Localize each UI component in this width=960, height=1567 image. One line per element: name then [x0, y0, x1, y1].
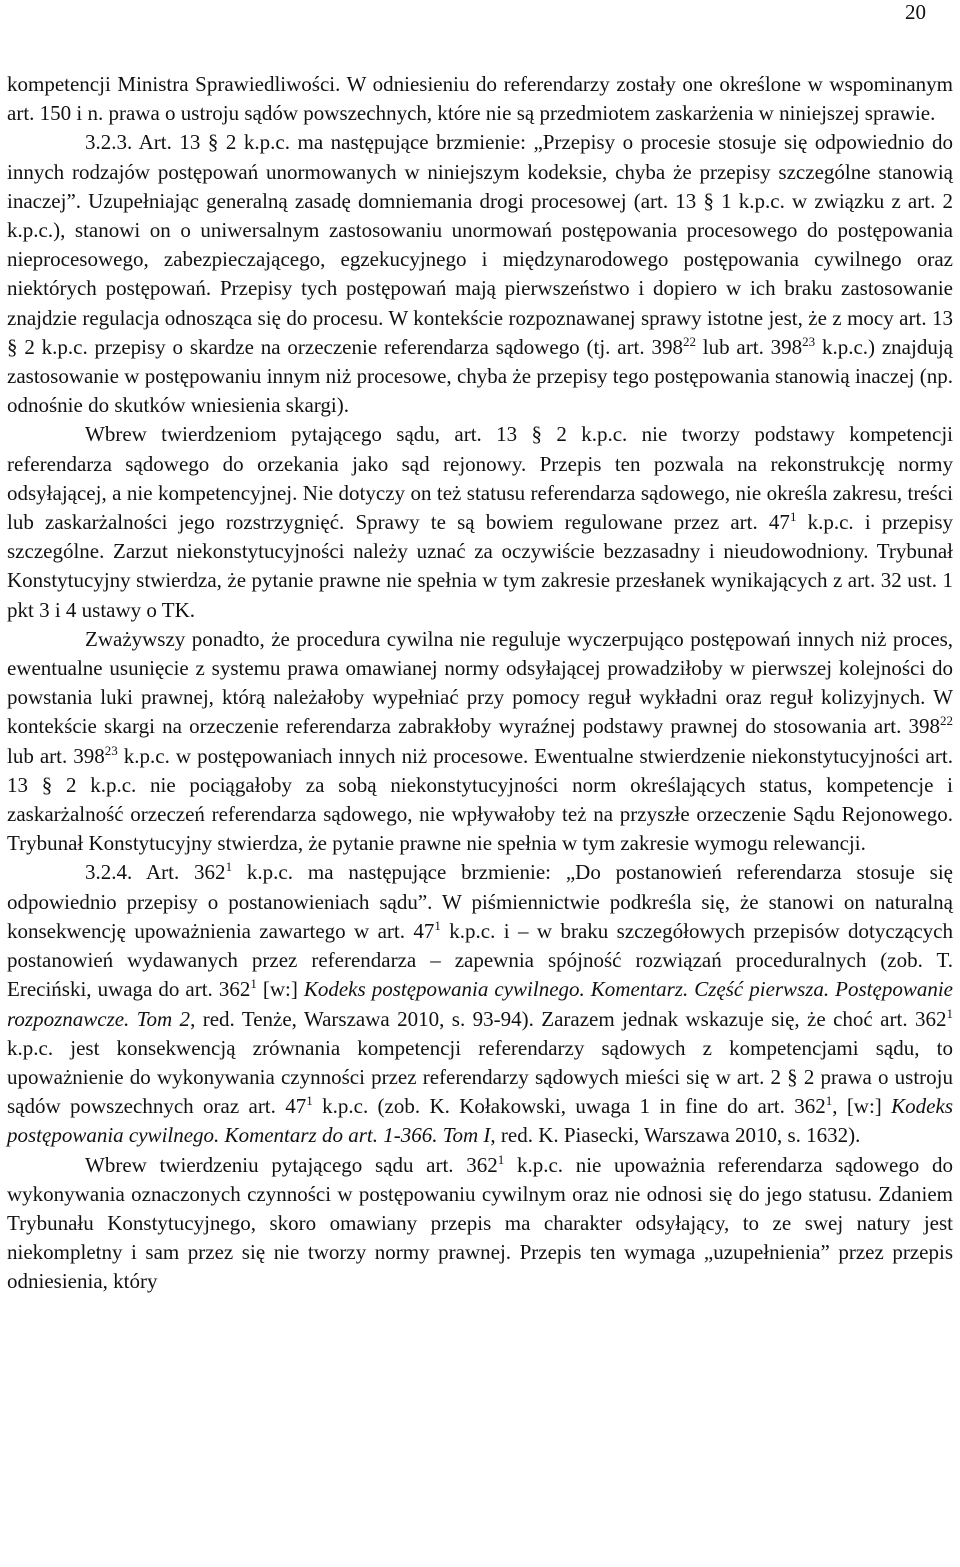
superscript: 22: [940, 713, 953, 729]
paragraph-section-3-2-3: [7, 128, 953, 420]
citation-title: Kodeks postępowania cywilnego. Komentarz do art. 1-366. Tom I: [7, 1094, 953, 1148]
paragraph-4-text-a: Zważywszy ponadto, że procedura cywilna nie reguluje wyczerpująco postępowań innych niż proces, ewentualne usunięcie z systemu prawa omawianej normy odsyłającej prowadziłoby w pierwszej kolejności do powstania luki prawnej, którą należałoby wypełniać przy pomocy reguł wykładni oraz reguł kolizyjnych. W kontekście skargi na orzeczenie referendarza zabrakłoby wyraźnej podstawy prawnej do stosowania art. 398: [7, 626, 953, 739]
paragraph-5-text-d: [w:]: [256, 977, 304, 1002]
superscript: 1: [250, 976, 257, 992]
citation-title: Kodeks postępowania cywilnego. Komentarz. Część pierwsza. Postępowanie rozpoznawcze. Tom 2: [7, 977, 953, 1031]
superscript: 1: [225, 859, 233, 875]
paragraph-5-text-h: , [w:]: [832, 1094, 892, 1119]
paragraph-5-text-a: 3.2.4. Art. 362: [85, 860, 226, 885]
paragraph-5-text-j: , red. K. Piasecki, Warszawa 2010, s. 1632).: [490, 1123, 861, 1148]
paragraph-6: [7, 1151, 953, 1297]
paragraph-2-text-b: lub art. 398: [695, 334, 803, 359]
paragraph-2-text-a: 3.2.3. Art. 13 § 2 k.p.c. ma następujące brzmienie: „Przepisy o procesie stosuje się odpowiednio do innych rodzajów postępowań unormowanych w niniejszym kodeksie, chyba że przepisy szczególne stanowią inaczej”. Uzupełniając generalną zasadę domniemania drogi procesowej (art. 13 § 1 k.p.c. w związku z art. 2 k.p.c.), stanowi on o uniwersalnym zastosowaniu unormowań postępowania procesowego do postępowania nieprocesowego, zabezpieczającego, egzekucyjnego i międzynarodowego postępowania cywilnego oraz niektórych postępowań. Przepisy tych postępowań mają pierwszeństwo i dopiero w ich braku zastosowanie znajdzie regulacja odnosząca się do procesu. W kontekście rozpoznawanej sprawy istotne jest, że z mocy art. 13 § 2 k.p.c. przepisy o skardze na orzeczenie referendarza sądowego (tj. art. 398: [7, 130, 953, 359]
paragraph-5-text-f: k.p.c. jest konsekwencją zrównania kompetencji referendarzy sądowych z kompetencjami sądu, to upoważnienie do wykonywania czynności przez referendarzy sądowych mieści się w art. 2 § 2 prawa o ustroju sądów powszechnych oraz art. 47: [7, 1035, 953, 1119]
paragraph-3: [7, 420, 953, 624]
superscript: 1: [825, 1093, 833, 1109]
paragraph-1-text: kompetencji Ministra Sprawiedliwości. W odniesieniu do referendarzy zostały one określone w wspominanym art. 150 i n. prawa o ustroju sądów powszechnych, które nie są przedmiotem zaskarżenia w niniejszej sprawie.: [7, 72, 953, 126]
paragraph-5-text-c: k.p.c. i – w braku szczegółowych przepisów dotyczących postanowień wydawanych przez referendarza – zapewnia spójność rozwiązań proceduralnych (zob. T. Ereciński, uwaga do art. 362: [7, 918, 953, 1002]
paragraph-6-text-b: k.p.c. nie upoważnia referendarza sądowego do wykonywania oznaczonych czynności w postępowaniu cywilnym oraz nie odnosi się do jego statusu. Zdaniem Trybunału Konstytucyjnego, skoro omawiany przepis ma charakter odsyłający, to ze swej natury jest niekompletny i sam przez się nie tworzy normy prawnej. Przepis ten wymaga „uzupełnienia” przez przepis odniesienia, który: [7, 1152, 953, 1294]
paragraph-6-text-a: Wbrew twierdzeniu pytającego sądu art. 362: [85, 1152, 498, 1177]
superscript: 1: [497, 1151, 505, 1167]
superscript: 1: [789, 509, 797, 525]
superscript: 1: [434, 917, 441, 933]
superscript: 23: [802, 333, 816, 349]
paragraph-5-text-b: k.p.c. ma następujące brzmienie: „Do postanowień referendarza stosuje się odpowiednio przepisy o postanowieniach sądu”. W piśmiennictwie podkreśla się, że stanowi on naturalną konsekwencję upoważnienia zawartego w art. 47: [7, 860, 953, 943]
page-number: 20: [905, 0, 926, 24]
paragraph-4-text-c: k.p.c. w postępowaniach innych niż procesowe. Ewentualne stwierdzenie niekonstytucyjności art. 13 § 2 k.p.c. nie pociągałoby za sobą niekonstytucyjności norm określających status, kompetencje i zaskarżalność orzeczeń referendarza sądowego, nie wpływałoby też na przyszłe orzeczenie Sądu Rejonowego. Trybunał Konstytucyjny stwierdza, że pytanie prawne nie spełnia w tym zakresie wymogu relewancji.: [7, 743, 953, 856]
superscript: 1: [306, 1093, 313, 1109]
paragraph-4: [7, 625, 953, 859]
paragraph-section-3-2-4: [7, 858, 953, 1150]
document-body: [7, 70, 953, 1297]
superscript: 22: [682, 333, 696, 349]
paragraph-3-text-a: Wbrew twierdzeniom pytającego sądu, art. 13 § 2 k.p.c. nie tworzy podstawy kompetencji referendarza sądowego do orzekania jako sąd rejonowy. Przepis ten pozwala na rekonstrukcję normy odsyłającej, a nie kompetencyjnej. Nie dotyczy on też statusu referendarza sądowego, nie określa zakresu, treści lub zaskarżalności jego rozstrzygnięć. Sprawy te są bowiem regulowane przez art. 47: [7, 422, 953, 535]
paragraph-2-text-c: k.p.c.) znajdują zastosowanie w postępowaniu innym niż procesowe, chyba że przepisy tego postępowania stanowią inaczej (np. odnośnie do skutków wniesienia skargi).: [7, 334, 953, 418]
paragraph-5-text-e: , red. Tenże, Warszawa 2010, s. 93-94). Zarazem jednak wskazuje się, że choć art. 362: [190, 1006, 947, 1031]
paragraph-4-text-b: lub art. 398: [7, 743, 105, 768]
superscript: 1: [946, 1005, 953, 1021]
paragraph-5-text-g: k.p.c. (zob. K. Kołakowski, uwaga 1 in fine do art. 362: [312, 1094, 826, 1119]
paragraph-3-text-b: k.p.c. i przepisy szczególne. Zarzut niekonstytucyjności należy uznać za oczywiście bezzasadny i nieudowodniony. Trybunał Konstytucyjny stwierdza, że pytanie prawne nie spełnia w tym zakresie przesłanek wynikających z art. 32 ust. 1 pkt 3 i 4 ustawy o TK.: [7, 510, 953, 622]
superscript: 23: [104, 742, 118, 758]
paragraph-1: [7, 70, 953, 128]
